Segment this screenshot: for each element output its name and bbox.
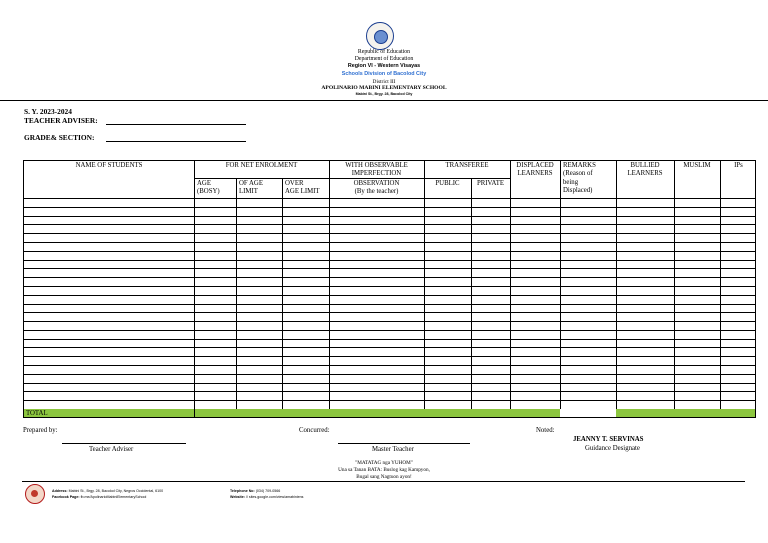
header-school-name: APOLINARIO MABINI ELEMENTARY SCHOOL xyxy=(321,85,447,91)
col-header-public: PUBLIC xyxy=(435,180,460,187)
table-row xyxy=(24,347,756,348)
table-row xyxy=(24,312,756,313)
table-row xyxy=(24,365,756,366)
total-row xyxy=(24,409,756,418)
footer-address-value: Mabini St., Brgy. 28, Bacolod City, Negros Occidental, 6100 xyxy=(68,489,164,493)
footer-website-value[interactable]: // sites.google.com/view/amabiniens xyxy=(245,495,304,499)
footer-facebook-label: Facebook Page: xyxy=(52,495,80,499)
table-row xyxy=(24,233,756,234)
concurred-label: Concurred: xyxy=(299,427,330,434)
table-row xyxy=(24,251,756,252)
noted-label: Noted: xyxy=(536,427,555,434)
table-row xyxy=(24,260,756,261)
header-region: Region VI - Western Visayas xyxy=(347,63,421,69)
table-col-divider xyxy=(616,161,617,417)
footer-telephone-label: Telephone No: xyxy=(230,489,255,493)
teacher-adviser-signature-line xyxy=(62,443,186,444)
col-header-ips: IPs xyxy=(734,162,743,169)
footer-telephone-value: (034) 709-0566 xyxy=(255,489,281,493)
grade-section-label: GRADE& SECTION: xyxy=(24,133,95,142)
grade-section-field[interactable] xyxy=(106,141,246,142)
header-republic: Republic of Education xyxy=(357,49,411,55)
footer-divider xyxy=(22,481,745,482)
table-col-divider xyxy=(194,161,195,417)
master-teacher-signature-line xyxy=(338,443,470,444)
col-header-overage-2: AGE LIMIT xyxy=(285,188,320,195)
col-header-remarks-4: Displaced) xyxy=(563,187,593,194)
table-row xyxy=(24,391,756,392)
footer-website-label: Website: xyxy=(230,495,245,499)
footer-address-label: Address: xyxy=(52,489,68,493)
table-row xyxy=(24,242,756,243)
table-row xyxy=(24,321,756,322)
table-col-divider xyxy=(510,161,511,417)
table-row xyxy=(24,356,756,357)
table-row xyxy=(24,304,756,305)
school-year-label: S. Y. 2023-2024 xyxy=(24,107,72,116)
col-header-ofage-1: OF AGE xyxy=(239,180,263,187)
col-header-observation-2: (By the teacher) xyxy=(354,188,399,195)
col-header-displaced-2: LEARNERS xyxy=(517,170,553,177)
table-row xyxy=(24,277,756,278)
col-group-imperfection-1: WITH OBSERVABLE xyxy=(345,162,408,169)
col-group-transferee: TRANSFEREE xyxy=(445,162,489,169)
col-header-remarks-1: REMARKS xyxy=(563,162,596,169)
col-header-remarks-2: (Reason of xyxy=(563,170,593,177)
header-school-address: Mabini St., Brgy. 28, Bacolod City xyxy=(355,92,413,96)
table-col-divider xyxy=(471,179,472,417)
col-header-displaced-1: DISPLACED xyxy=(516,162,554,169)
footer-facebook-value[interactable]: fb.me/ApolinarioMabiniElementarySchool xyxy=(80,495,147,499)
prepared-by-label: Prepared by: xyxy=(23,427,58,434)
header-department: Department of Education xyxy=(354,56,414,62)
motto-line-3: Bugal sang Nagtuon ayon! xyxy=(356,474,412,480)
table-row xyxy=(24,268,756,269)
table-col-divider xyxy=(329,161,330,417)
master-teacher-role: Master Teacher xyxy=(372,446,414,453)
table-row xyxy=(24,383,756,384)
motto-line-1: "MATATAG nga YUHOM" xyxy=(355,460,413,466)
header-district: District III xyxy=(372,79,396,85)
header-group-divider xyxy=(424,178,510,179)
header-divider xyxy=(0,100,768,101)
footer-website xyxy=(230,495,303,499)
table-col-divider xyxy=(560,161,561,417)
col-header-age-1: AGE xyxy=(197,180,211,187)
table-row xyxy=(24,400,756,401)
learners-table xyxy=(23,160,756,418)
table-row xyxy=(24,374,756,375)
teacher-adviser-field[interactable] xyxy=(106,124,246,125)
col-header-name: NAME OF STUDENTS xyxy=(75,162,143,169)
table-col-divider xyxy=(674,161,675,417)
motto-line-2: Una sa Tanan BATA: Buslog kag Kampyon, xyxy=(338,467,430,473)
header-group-divider xyxy=(194,178,329,179)
col-group-net-enrolment: FOR NET ENROLMENT xyxy=(225,162,298,169)
noted-role: Guidance Designate xyxy=(585,445,640,452)
table-row xyxy=(24,339,756,340)
header-group-divider xyxy=(329,178,424,179)
school-logo xyxy=(25,484,45,504)
col-header-bullied-1: BULLIED xyxy=(630,162,660,169)
total-label: TOTAL xyxy=(26,410,48,417)
table-row xyxy=(24,216,756,217)
col-header-muslim: MUSLIM xyxy=(683,162,711,169)
table-row xyxy=(24,224,756,225)
col-group-imperfection-2: IMPERFECTION xyxy=(351,170,402,177)
table-col-divider xyxy=(720,161,721,417)
total-remarks-cell xyxy=(560,409,616,418)
table-row xyxy=(24,330,756,331)
col-header-observation-1: OBSERVATION xyxy=(353,180,400,187)
footer-address xyxy=(52,489,163,493)
header-division: Schools Division of Bacolod City xyxy=(341,71,427,77)
table-row xyxy=(24,207,756,208)
noted-name: JEANNY T. SERVINAS xyxy=(573,436,644,443)
col-header-private: PRIVATE xyxy=(476,180,505,187)
table-row xyxy=(24,286,756,287)
table-col-divider xyxy=(236,179,237,417)
col-header-remarks-3: being xyxy=(563,179,579,186)
col-header-overage-1: OVER xyxy=(285,180,304,187)
col-header-bullied-2: LEARNERS xyxy=(627,170,663,177)
teacher-adviser-label: TEACHER ADVISER: xyxy=(24,116,98,125)
table-row xyxy=(24,295,756,296)
deped-seal-logo xyxy=(366,22,394,50)
teacher-adviser-role: Teacher Adviser xyxy=(89,446,134,453)
table-col-divider xyxy=(424,161,425,417)
col-header-age-2: (BOSY) xyxy=(197,188,220,195)
table-col-divider xyxy=(282,179,283,417)
footer-facebook xyxy=(52,495,146,499)
table-row xyxy=(24,198,756,199)
col-header-ofage-2: LIMIT xyxy=(239,188,258,195)
footer-telephone xyxy=(230,489,280,493)
